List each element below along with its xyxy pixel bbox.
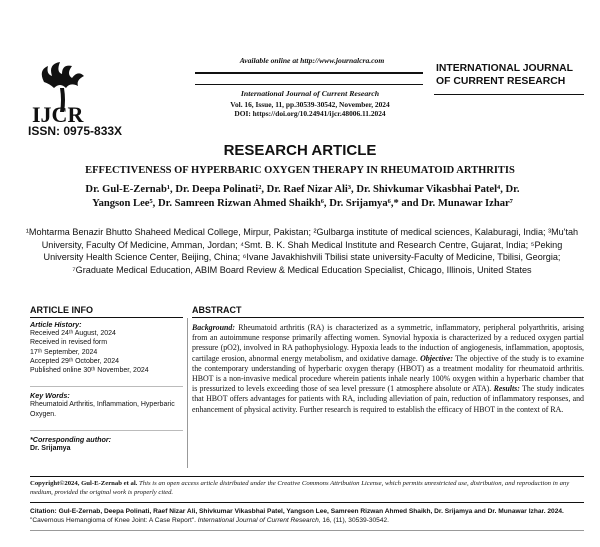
objective-label: Objective:	[420, 353, 453, 363]
citation-rule	[30, 502, 584, 503]
copyright-holder: Copyright©2024, Gul-E-Zernab et al.	[30, 480, 138, 487]
results-label: Results:	[493, 384, 520, 394]
authors-line-1: Dr. Gul-E-Zernab¹, Dr. Deepa Polinati², Dr. Raef Nizar Ali³, Dr. Shivkumar Vikasbhai Patel⁴, Dr.	[85, 184, 520, 195]
revised-label: Received in revised form	[30, 339, 108, 347]
citation-journal: International Journal of Current Research	[197, 517, 319, 524]
journal-name: International Journal of Current Research	[240, 89, 380, 98]
header-rule	[195, 72, 423, 74]
copyright-text: This is an open access article distributed under the Creative Commons Attribution License, which permits unrestricted use, distribution, and reproduction in any medium, provided the original work is properly cited.	[30, 480, 570, 496]
keywords: Rheumatoid Arthritis, Inflammation, Hyperbaric Oxygen.	[30, 401, 175, 418]
citation-block	[30, 507, 584, 525]
background-text: Rheumatoid arthritis (RA) is characterized as a symmetric, inflammatory, peripheral polyarthritis, arising from an autoimmune response primarily affecting women. Synovial hypoxia is characterized by a reduced oxygen partial pressure (pO2), involved in RA pathophysiology. Hypoxia leads to the induction of angiogenesis, inflammation, apoptosis, cartilage erosion, abnormal energy metabolism, and oxidative damage.	[192, 323, 584, 363]
journal-header	[0, 0, 600, 140]
copyright-notice	[30, 480, 584, 497]
background-label: Background:	[192, 323, 235, 332]
article-type: RESEARCH ARTICLE	[223, 142, 377, 159]
volume-line: Vol. 16, Issue, 11, pp.30539-30542, November, 2024	[230, 100, 390, 109]
revised-date: 17ᵗʰ September, 2024	[30, 348, 98, 356]
article-info-panel	[30, 320, 183, 453]
journal-block-line1: INTERNATIONAL JOURNAL	[436, 63, 574, 74]
accepted-date: Accepted 29ᵗʰ October, 2024	[30, 357, 120, 365]
citation-tail: , 16, (11), 30539-30542.	[318, 517, 390, 524]
article-info-rule	[30, 317, 183, 318]
journal-logo-icon	[26, 60, 106, 128]
citation-title: "Cavernous Hemangioma of Knee Joint: A Case Report".	[30, 517, 198, 524]
published-date: Published online 30ᵗʰ November, 2024	[30, 367, 149, 375]
history-divider	[30, 375, 183, 387]
issn-number: ISSN: 0975-833X	[28, 124, 123, 138]
keywords-label: Key Words:	[30, 391, 70, 401]
bottom-rule	[30, 530, 584, 531]
citation-authors: Citation: Gul-E-Zernab, Deepa Polinati, Raef Nizar Ali, Shivkumar Vikasbhai Patel, Yangson Lee, Samreen Rizwan Ahmed Shaikh, Dr. Srijamya and Dr. Munawar Izhar. 2024.	[30, 508, 564, 515]
author-list	[20, 183, 585, 211]
abstract-rule	[192, 317, 584, 318]
received-date: Received 24ᵗʰ August, 2024	[30, 330, 116, 338]
abstract-body	[192, 323, 584, 415]
svg-text:IJCR: IJCR	[32, 102, 84, 127]
copyright-rule	[30, 476, 584, 477]
paper-title: EFFECTIVENESS OF HYPERBARIC OXYGEN THERAPY IN RHEUMATOID ARTHRITIS	[85, 165, 515, 176]
authors-line-2: Yangson Lee⁵, Dr. Samreen Rizwan Ahmed Shaikh⁶, Dr. Srijamya⁶,* and Dr. Munawar Izhar⁷	[92, 198, 513, 209]
article-info-heading: ARTICLE INFO	[30, 305, 93, 315]
affiliations: ¹Mohtarma Benazir Bhutto Shaheed Medical College, Mirpur, Pakistan; ²Gulbarga institute of medical sciences, Kalaburagi, India; ³Mu'tah University, Faculty Of Medicine, Amman, Jordan; ⁴Smt. B. K. Shah Medical Institute and Research Centre, Gujarat, India; ⁵Peking University Health Science Center, Beijing, China; ⁶Ivane Javakhishvili Tbilisi state university-Faculty of Medicine, Tbilisi, Georgia; ⁷Graduate Medical Education, ABIM Board Review & Medical Education Specialist, Chicago, Illinois, United States	[25, 227, 579, 275]
availability-line: Available online at http://www.journalcra.com	[239, 56, 385, 65]
journal-info	[200, 89, 420, 118]
corresponding-label: *Corresponding author:	[30, 434, 112, 444]
history-label: Article History:	[30, 320, 82, 329]
keywords-divider	[30, 419, 183, 431]
corresponding-author: Dr. Srijamya	[30, 445, 71, 453]
column-divider	[187, 318, 188, 468]
journal-block-rule	[434, 94, 584, 95]
abstract-heading: ABSTRACT	[192, 305, 242, 315]
journal-block-title	[436, 62, 586, 88]
objective-text: The objective of the study is to examine the contemporary understanding of hyperbaric oxygen therapy (HBOT) as a treatment modality for rheumatoid arthritis. HBOT is a non-invasive medical procedure wherein patients inhale nearly 100% oxygen within a hyperbaric chamber that is pressurized to levels exceeding those of sea level pressure (1 atmosphere absolute or ATA).	[192, 353, 584, 394]
doi-line[interactable]: DOI: https://doi.org/10.24941/ijcr.48006.11.2024	[234, 109, 386, 118]
header-rule-thin	[195, 84, 423, 85]
journal-block-line2: OF CURRENT RESEARCH	[436, 76, 566, 87]
results-text: The study indicates that HBOT offers advantages for patients with RA, including alleviation of pain, reduction of inflammatory responses, and enhancement of physical activity. Further research is required to establish the efficacy of HBOT in the context of RA.	[192, 384, 584, 414]
